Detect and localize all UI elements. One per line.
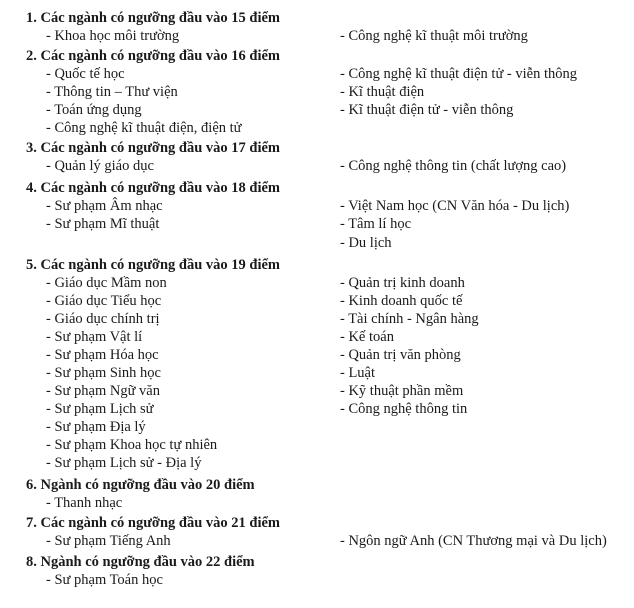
list-item: - Sư phạm Lịch sử - Địa lý [46, 455, 202, 471]
list-item: - Quốc tế học [46, 66, 125, 82]
list-item: - Kinh doanh quốc tế [340, 293, 463, 309]
list-item: - Công nghệ thông tin (chất lượng cao) [340, 158, 567, 174]
list-item: - Kế toán [340, 329, 394, 345]
list-item: - Giáo dục Mầm non [46, 275, 167, 291]
section-heading: 4. Các ngành có ngưỡng đầu vào 18 điểm [26, 180, 281, 196]
section-heading: 2. Các ngành có ngưỡng đầu vào 16 điểm [26, 48, 281, 64]
list-item: - Công nghệ thông tin [340, 401, 468, 417]
list-item: - Kĩ thuật điện [340, 84, 425, 100]
list-item: - Sư phạm Lịch sử [46, 401, 154, 417]
list-item: - Sư phạm Khoa học tự nhiên [46, 437, 218, 453]
list-item: - Giáo dục Tiểu học [46, 293, 162, 309]
section-heading: 3. Các ngành có ngưỡng đầu vào 17 điểm [26, 140, 281, 156]
list-item: - Sư phạm Vật lí [46, 329, 143, 345]
list-item: - Kĩ thuật điện tử - viễn thông [340, 102, 514, 118]
list-item: - Thông tin – Thư viện [46, 84, 178, 100]
list-item: - Du lịch [340, 235, 392, 251]
list-item: - Luật [340, 365, 376, 381]
list-item: - Khoa học môi trường [46, 28, 180, 44]
list-item: - Sư phạm Âm nhạc [46, 198, 163, 214]
list-item: - Quản lý giáo dục [46, 158, 154, 174]
list-item: - Sư phạm Toán học [46, 572, 163, 588]
section-heading: 6. Ngành có ngưỡng đầu vào 20 điểm [26, 477, 255, 493]
list-item: - Giáo dục chính trị [46, 311, 160, 327]
list-item: - Ngôn ngữ Anh (CN Thương mại và Du lịch) [340, 533, 607, 549]
list-item: - Tài chính - Ngân hàng [340, 311, 479, 327]
list-item: - Sư phạm Tiếng Anh [46, 533, 171, 549]
list-item: - Toán ứng dụng [46, 102, 142, 118]
list-item: - Công nghệ kĩ thuật điện tử - viễn thông [340, 66, 578, 82]
list-item: - Quản trị văn phòng [340, 347, 461, 363]
list-item: - Sư phạm Địa lý [46, 419, 146, 435]
section-heading: 5. Các ngành có ngưỡng đầu vào 19 điểm [26, 257, 281, 273]
list-item: - Tâm lí học [340, 216, 412, 232]
section-heading: 8. Ngành có ngưỡng đầu vào 22 điểm [26, 554, 255, 570]
section-heading: 7. Các ngành có ngưỡng đầu vào 21 điểm [26, 515, 281, 531]
list-item: - Sư phạm Hóa học [46, 347, 159, 363]
list-item: - Công nghệ kĩ thuật điện, điện tử [46, 120, 242, 136]
list-item: - Sư phạm Mĩ thuật [46, 216, 160, 232]
section-heading: 1. Các ngành có ngưỡng đầu vào 15 điểm [26, 10, 281, 26]
list-item: - Công nghệ kĩ thuật môi trường [340, 28, 528, 44]
list-item: - Việt Nam học (CN Văn hóa - Du lịch) [340, 198, 570, 214]
list-item: - Kỹ thuật phần mềm [340, 383, 464, 399]
list-item: - Sư phạm Sinh học [46, 365, 161, 381]
list-item: - Sư phạm Ngữ văn [46, 383, 160, 399]
list-item: - Quản trị kinh doanh [340, 275, 465, 291]
list-item: - Thanh nhạc [46, 495, 123, 511]
